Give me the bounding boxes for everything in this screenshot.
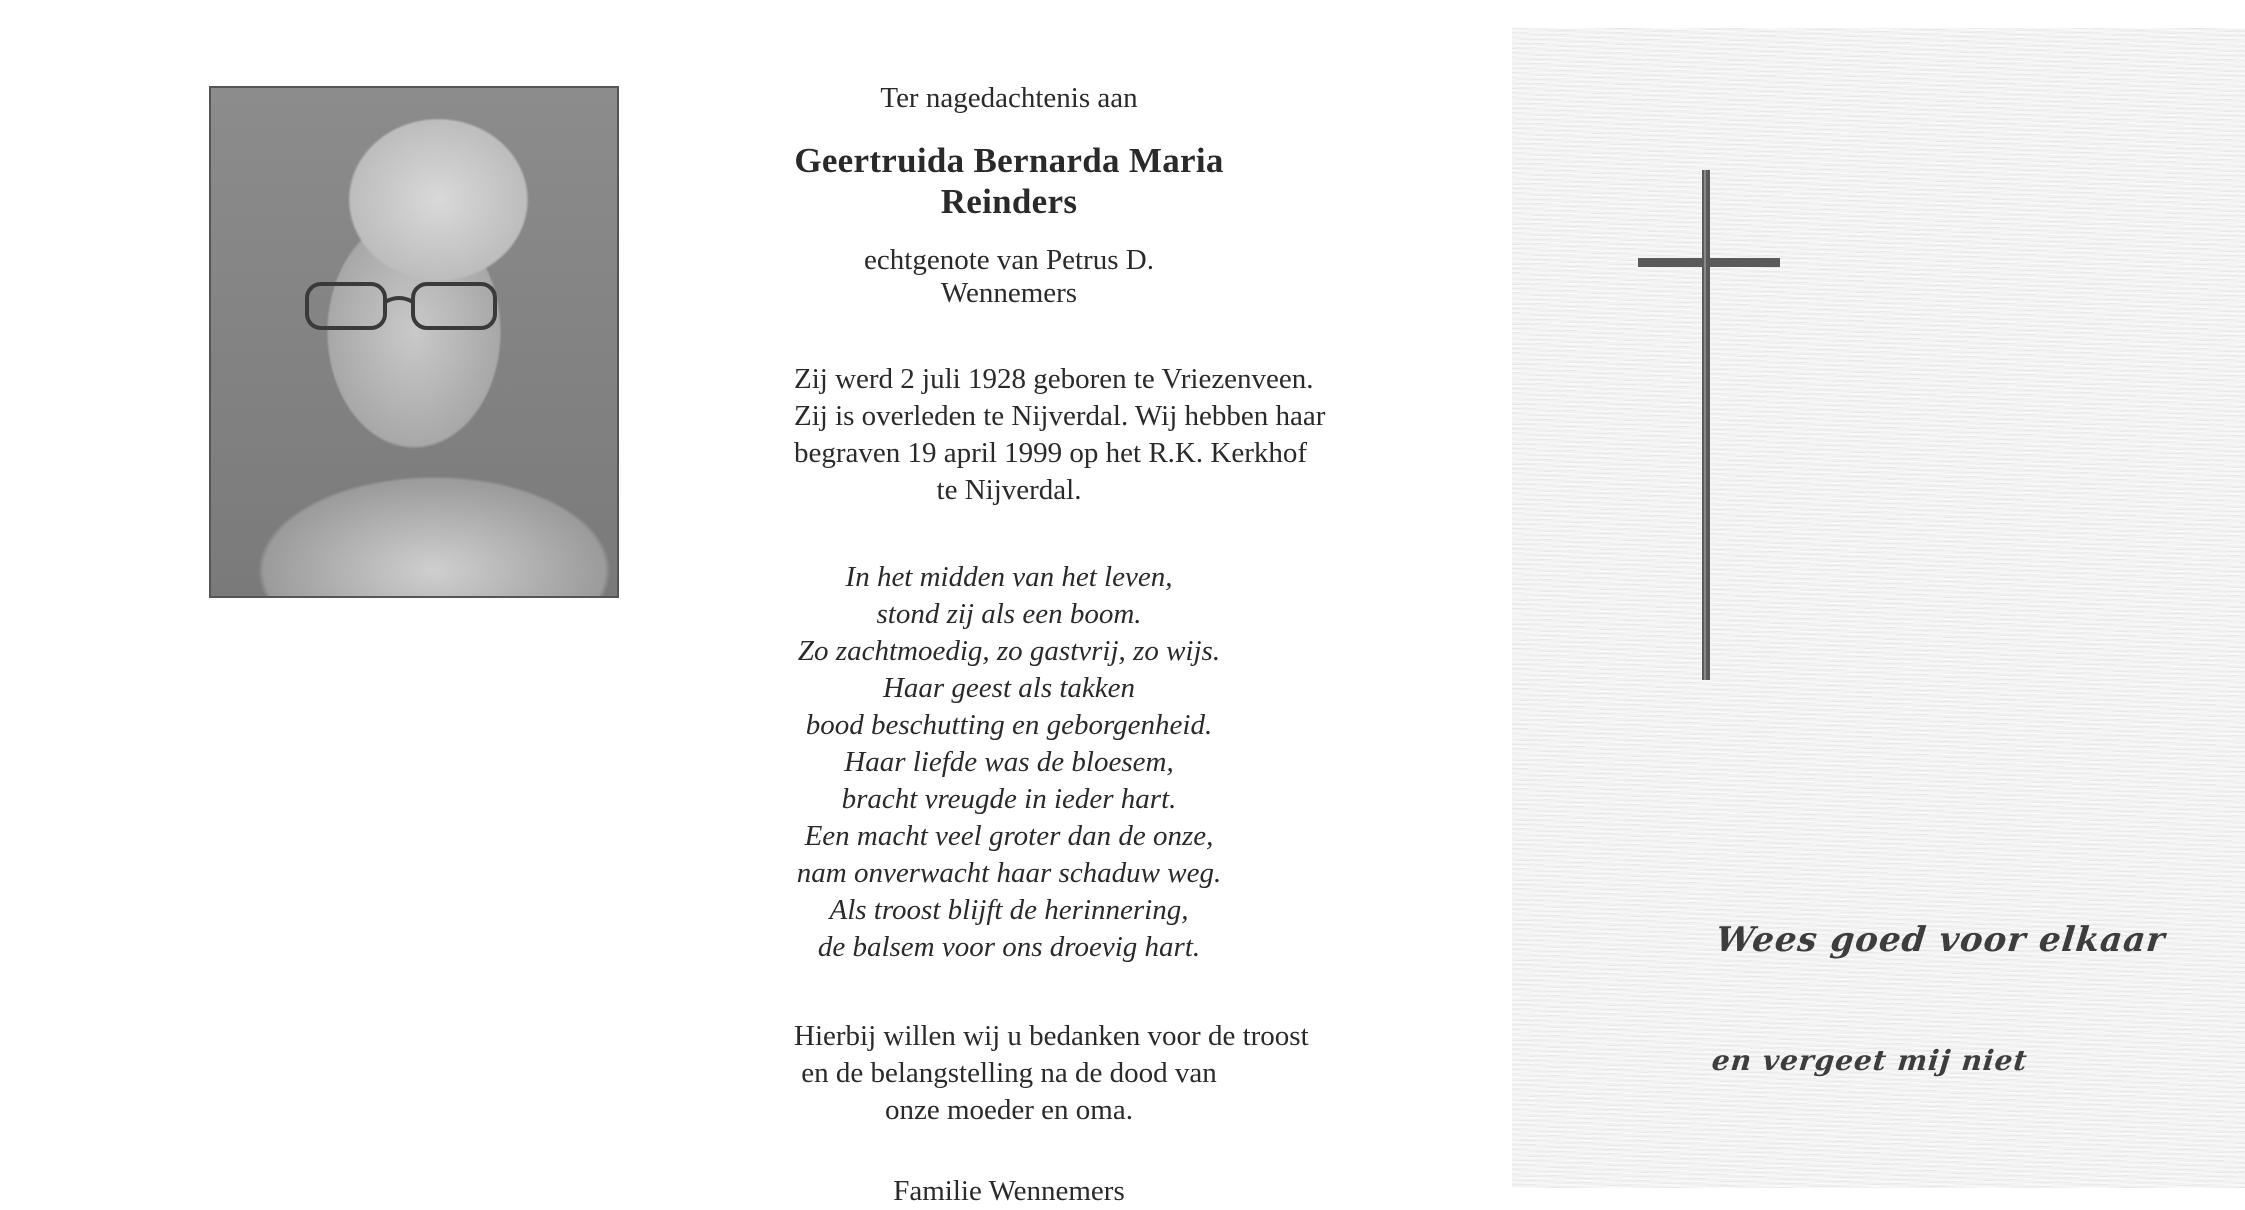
biography-line: Zij is overleden te Nijverdal. Wij hebben haar	[794, 399, 1326, 432]
poem-line: nam onverwacht haar schaduw weg.	[796, 856, 1222, 889]
poem-line: stond zij als een boom.	[876, 597, 1142, 630]
poem-line: Zo zachtmoedig, zo gastvrij, zo wijs.	[797, 634, 1221, 667]
glasses-icon	[303, 278, 503, 334]
poem-line: bracht vreugde in ieder hart.	[841, 782, 1177, 815]
poem-line: Een macht veel groter dan de onze,	[804, 819, 1214, 852]
deceased-name: Geertruida Bernarda Maria Reinders	[794, 141, 1224, 221]
poem-line: de balsem voor ons droevig hart.	[817, 930, 1201, 963]
poem-line: bood beschutting en geborgenheid.	[805, 708, 1213, 741]
poem-line: Haar geest als takken	[882, 671, 1136, 704]
poem-line: In het midden van het leven,	[845, 560, 1173, 593]
biography-line: te Nijverdal.	[936, 473, 1082, 506]
back-inscription-line-2: en vergeet mij niet	[1710, 1044, 2030, 1077]
biography	[794, 361, 1326, 509]
cross-icon	[1638, 170, 1780, 680]
thanks-line: onze moeder en oma.	[884, 1093, 1133, 1126]
family-signature: Familie Wennemers	[893, 1174, 1125, 1207]
back-inscription-line-1: Wees goed voor elkaar	[1713, 920, 2168, 960]
memorial-card-front	[24, 20, 1486, 1207]
intro-line: Ter nagedachtenis aan	[880, 82, 1138, 114]
thanks-line: en de belangstelling na de dood van	[801, 1056, 1217, 1089]
poem	[794, 559, 1224, 966]
biography-line: Zij werd 2 juli 1928 geboren te Vriezenveen.	[794, 362, 1314, 395]
poem-line: Haar liefde was de bloesem,	[844, 745, 1174, 778]
spouse-line: echtgenote van Petrus D. Wennemers	[864, 243, 1154, 310]
thanks-line: Hierbij willen wij u bedanken voor de troost	[794, 1019, 1309, 1052]
memorial-text	[794, 82, 1326, 1210]
portrait-photo	[209, 86, 619, 598]
thanks-note	[794, 1018, 1309, 1129]
poem-line: Als troost blijft de herinnering,	[829, 893, 1189, 926]
memorial-card-back	[1512, 28, 2245, 1188]
biography-line: begraven 19 april 1999 op het R.K. Kerkhof	[794, 436, 1308, 469]
